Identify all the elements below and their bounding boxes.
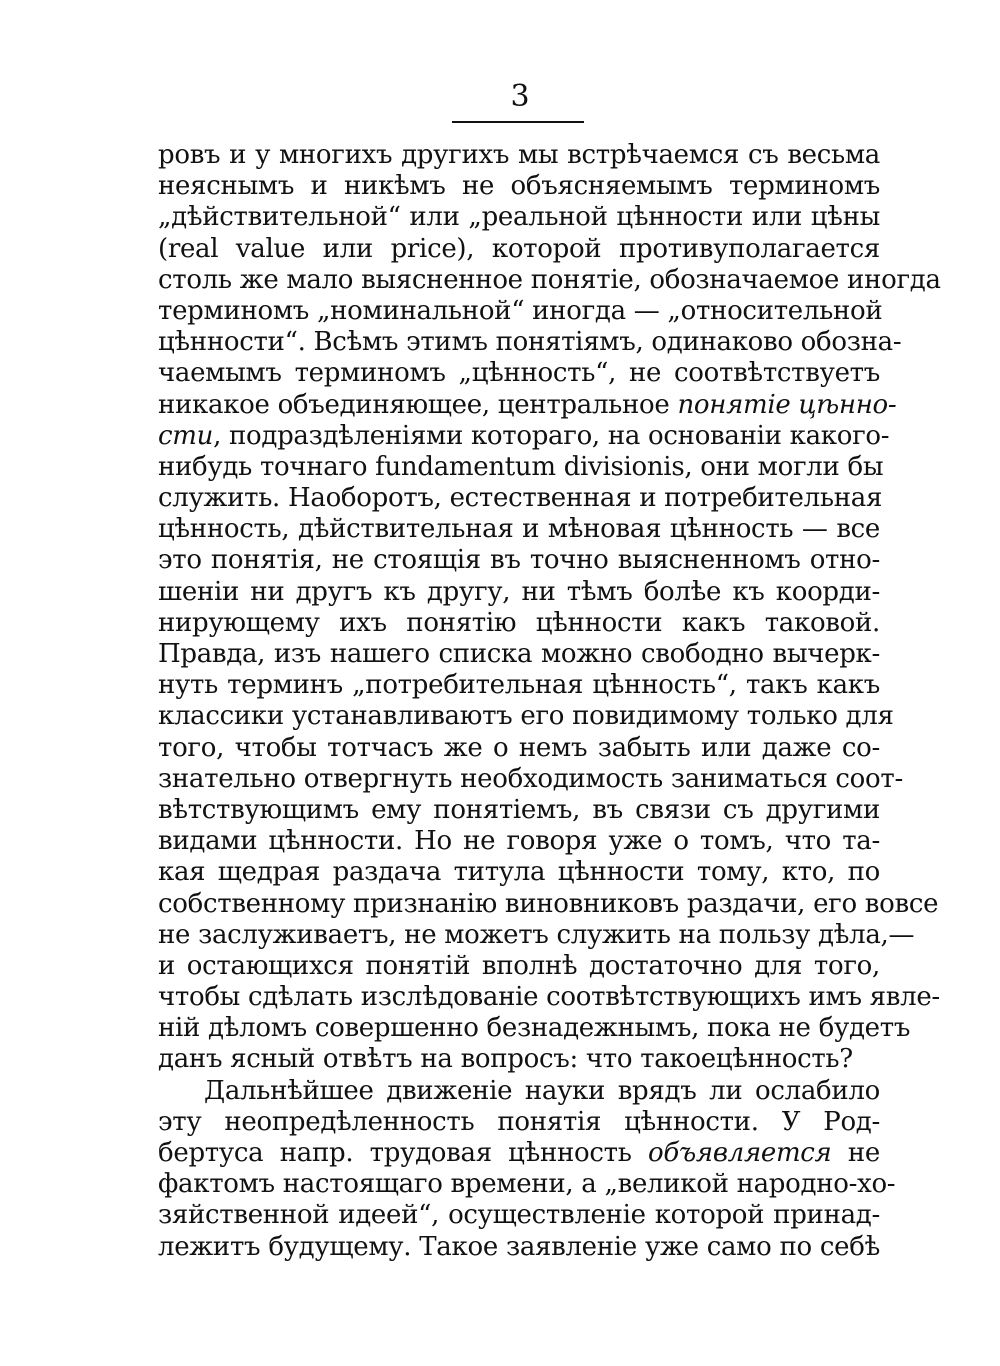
text-line-with-italic: [158, 420, 890, 452]
text-line-with-italic: [158, 389, 897, 421]
paragraph-first-line: Дальнѣйшее движеніе науки врядъ ли ослабило: [204, 1075, 880, 1106]
text-line: Правда, изъ нашего списка можно свободно вычерк-: [158, 639, 880, 669]
text-line: чтобы сдѣлать изслѣдованіе соотвѣтствующихъ имъ явле-: [158, 982, 940, 1013]
text-line: терминомъ „номинальной“ иногда — „относительной: [158, 295, 883, 326]
text-line: кая щедрая раздача титула цѣнности тому, кто, по: [158, 857, 880, 888]
text-line: собственному признанію виновниковъ раздачи, его вовсе: [158, 888, 939, 919]
text-line: того, чтобы тотчасъ же о немъ забыть или даже со-: [158, 732, 880, 763]
text-line: шеніи ни другъ къ другу, ни тѣмъ болѣе къ коорди-: [158, 576, 880, 607]
text-run: никакое объединяющее, центральное: [158, 389, 678, 420]
page-number: 3: [510, 79, 530, 114]
text-line: классики устанавливаютъ его повидимому только для: [158, 701, 894, 732]
text-line: знательно отвергнуть необходимость заниматься соот-: [158, 763, 903, 794]
text-line-with-italic: [158, 1138, 880, 1169]
text-line: нибудь точнаго fundamentum divisionis, они могли бы: [158, 451, 884, 482]
text-line: неяснымъ и никѣмъ не объясняемымъ терминомъ: [158, 171, 880, 202]
text-line: цѣнность, дѣйствительная и мѣновая цѣнность — все: [158, 514, 880, 545]
text-line: нирующему ихъ понятію цѣнности какъ таковой.: [158, 607, 880, 638]
header-rule: [452, 121, 584, 123]
text-line: видами цѣнности. Но не говоря уже о томъ, что та-: [158, 826, 880, 857]
text-line: эту неопредѣленность понятія цѣнности. У Род-: [158, 1106, 880, 1137]
text-line: не заслуживаетъ, не можетъ служить на пользу дѣла,—: [158, 919, 915, 950]
text-line: это понятія, не стоящія въ точно выясненномъ отно-: [158, 545, 880, 576]
text-line: фактомъ настоящаго времени, а „великой народно-хо-: [158, 1169, 896, 1200]
text-line: цѣнности“. Всѣмъ этимъ понятіямъ, одинаково обозна-: [158, 327, 902, 358]
text-line: нуть терминъ „потребительная цѣнность“, такъ какъ: [158, 670, 880, 701]
text-run: бертуса напр. трудовая цѣнность: [158, 1138, 648, 1168]
text-line: лежитъ будущему. Такое заявленіе уже само по себѣ: [158, 1231, 880, 1262]
italic-term: объявляется: [647, 1138, 832, 1168]
body-text: [158, 140, 941, 1263]
text-line: ровъ и у многихъ другихъ мы встрѣчаемся съ весьма: [158, 140, 880, 170]
text-line: „дѣйствительной“ или „реальной цѣнности или цѣны: [158, 202, 880, 233]
italic-term: понятіе цѣнно-: [677, 389, 897, 420]
italic-term: сти: [158, 420, 214, 451]
text-line: ній дѣломъ совершенно безнадежнымъ, пока не будетъ: [158, 1013, 911, 1044]
text-line: вѣтствующимъ ему понятіемъ, въ связи съ другими: [158, 794, 880, 825]
text-line: чаемымъ терминомъ „цѣнность“, не соотвѣтствуетъ: [158, 358, 880, 389]
text-line: служить. Наоборотъ, естественная и потребительная: [158, 483, 883, 514]
text-line: (real value или price), которой противуполагается: [158, 233, 880, 264]
text-line: и остающихся понятій вполнѣ достаточно для того,: [158, 950, 880, 981]
text-run: не: [831, 1138, 880, 1168]
text-line: столь же мало выясненное понятіе, обозначаемое иногда: [158, 264, 941, 295]
text-line: зяйственной идеей“, осуществленіе которой принад-: [158, 1200, 880, 1231]
text-run: , подраздѣленіями котораго, на основаніи какого-: [213, 420, 890, 451]
text-line: данъ ясный отвѣтъ на вопросъ: что такоецѣнность?: [158, 1044, 853, 1075]
